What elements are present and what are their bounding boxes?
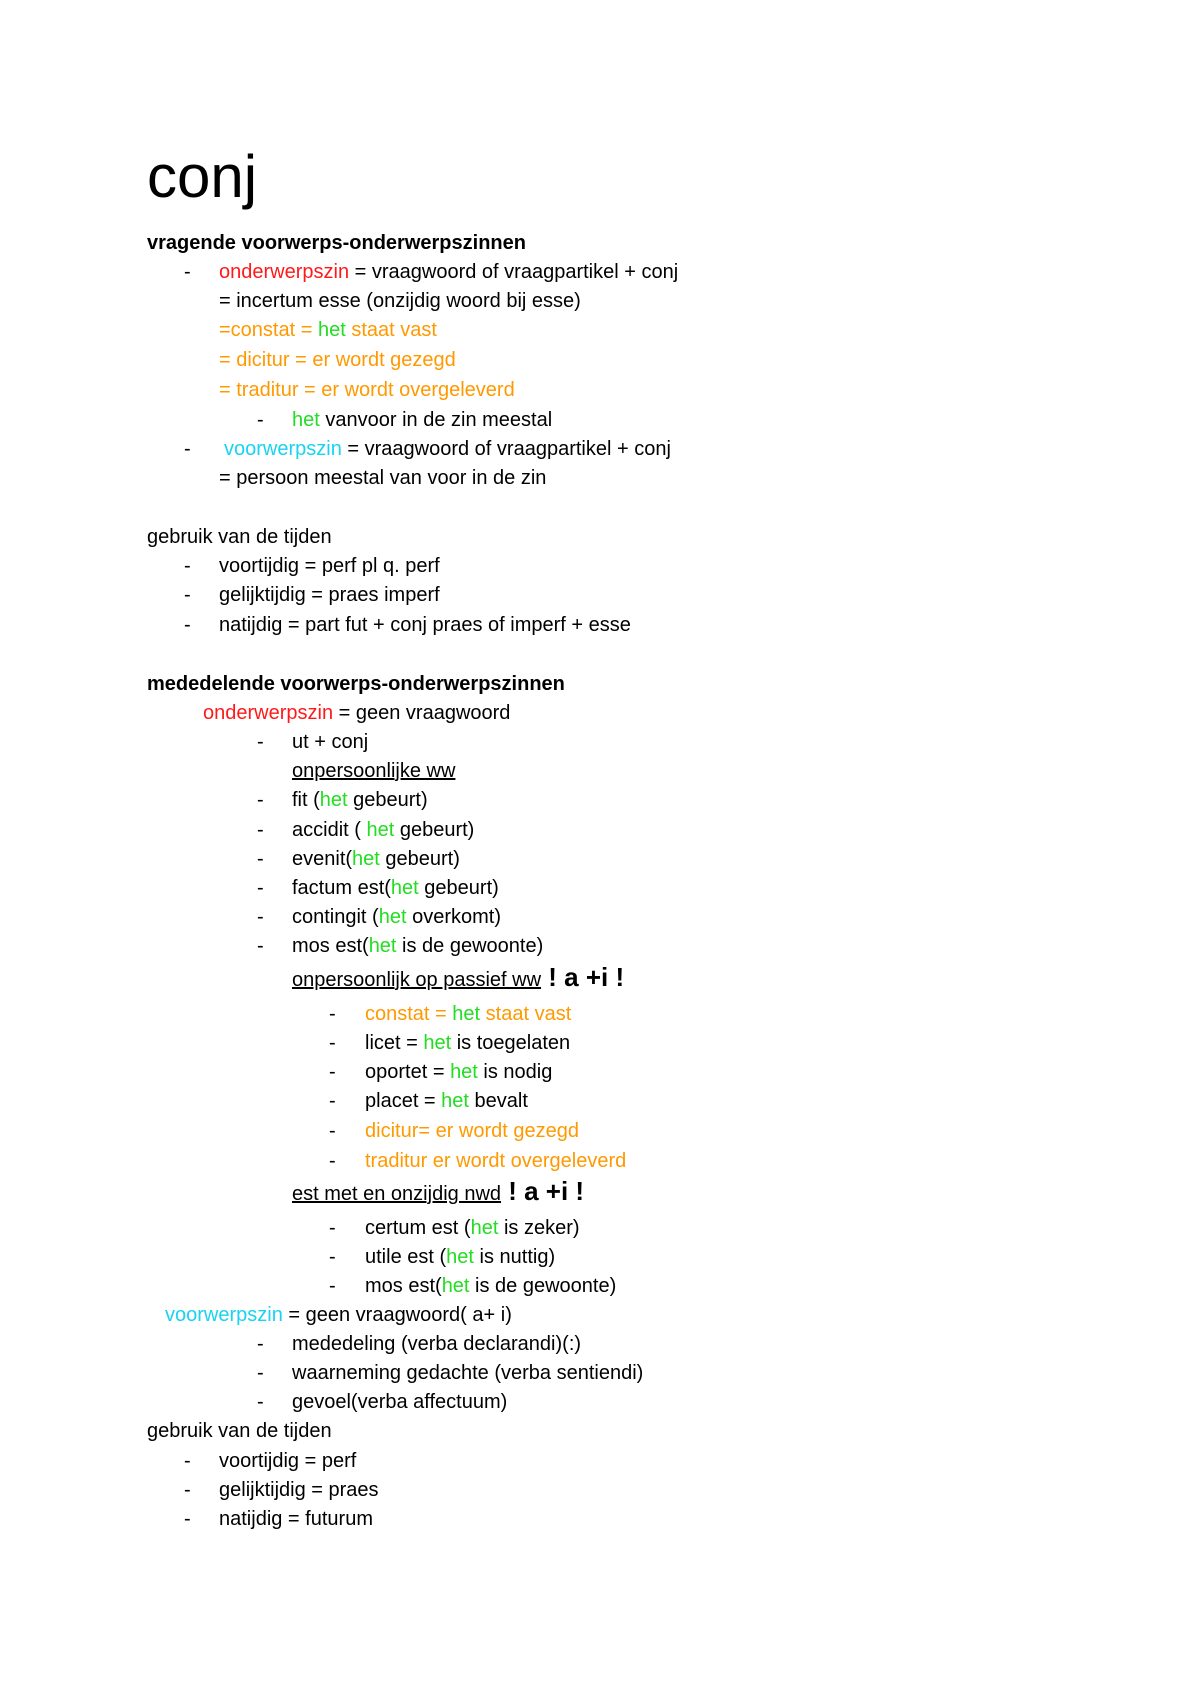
list-item: onderwerpszin = vraagwoord of vraagpartikel + conj xyxy=(219,261,679,283)
bullet-dash: - xyxy=(329,1246,336,1268)
bullet-dash: - xyxy=(257,848,264,870)
list-item: het vanvoor in de zin meestal xyxy=(292,409,553,431)
subheading: onpersoonlijke ww xyxy=(292,760,456,782)
list-item: dicitur= er wordt gezegd xyxy=(365,1120,580,1142)
bullet-dash: - xyxy=(184,261,191,283)
list-item: certum est (het is zeker) xyxy=(365,1217,580,1239)
bullet-dash: - xyxy=(329,1003,336,1025)
bullet-dash: - xyxy=(329,1150,336,1172)
list-item: ut + conj xyxy=(292,731,369,753)
subheading: est met en onzijdig nwd ! a +i ! xyxy=(292,1176,585,1206)
bullet-dash: - xyxy=(184,1479,191,1501)
bullet-dash: - xyxy=(257,789,264,811)
list-item: voorwerpszin = geen vraagwoord( a+ i) xyxy=(165,1304,512,1326)
bullet-dash: - xyxy=(257,935,264,957)
list-item: gelijktijdig = praes xyxy=(219,1479,379,1501)
list-item: voorwerpszin = vraagwoord of vraagpartikel + conj xyxy=(224,438,671,460)
bullet-dash: - xyxy=(257,906,264,928)
list-item: traditur er wordt overgeleverd xyxy=(365,1150,627,1172)
bullet-dash: - xyxy=(184,614,191,636)
list-item: = incertum esse (onzijdig woord bij esse) xyxy=(219,290,581,312)
bullet-dash: - xyxy=(184,438,191,460)
list-item: natijdig = part fut + conj praes of imperf + esse xyxy=(219,614,631,636)
list-item: natijdig = futurum xyxy=(219,1508,373,1530)
bullet-dash: - xyxy=(184,555,191,577)
bullet-dash: - xyxy=(329,1275,336,1297)
list-item: = persoon meestal van voor in de zin xyxy=(219,467,547,489)
bullet-dash: - xyxy=(257,731,264,753)
bullet-dash: - xyxy=(257,819,264,841)
bullet-dash: - xyxy=(257,877,264,899)
list-item: placet = het bevalt xyxy=(365,1090,528,1112)
bullet-dash: - xyxy=(329,1090,336,1112)
list-item: gevoel(verba affectuum) xyxy=(292,1391,508,1413)
list-item: voortijdig = perf xyxy=(219,1450,357,1472)
list-item: accidit ( het gebeurt) xyxy=(292,819,475,841)
bullet-dash: - xyxy=(257,409,264,431)
bullet-dash: - xyxy=(257,1391,264,1413)
list-item: voortijdig = perf pl q. perf xyxy=(219,555,440,577)
list-item: = traditur = er wordt overgeleverd xyxy=(219,379,515,401)
list-item: constat = het staat vast xyxy=(365,1003,572,1025)
list-item: gelijktijdig = praes imperf xyxy=(219,584,440,606)
list-item: oportet = het is nodig xyxy=(365,1061,553,1083)
list-item: factum est(het gebeurt) xyxy=(292,877,499,899)
section-heading-mededelende: mededelende voorwerps-onderwerpszinnen xyxy=(147,673,565,695)
list-item: evenit(het gebeurt) xyxy=(292,848,460,870)
bullet-dash: - xyxy=(329,1032,336,1054)
list-item: =constat = het staat vast xyxy=(219,319,437,341)
list-item: onderwerpszin = geen vraagwoord xyxy=(203,702,511,724)
bullet-dash: - xyxy=(184,1508,191,1530)
bullet-dash: - xyxy=(329,1120,336,1142)
bullet-dash: - xyxy=(184,584,191,606)
section-heading-tijden: gebruik van de tijden xyxy=(147,1420,332,1442)
list-item: contingit (het overkomt) xyxy=(292,906,501,928)
bullet-dash: - xyxy=(184,1450,191,1472)
section-heading-vragende: vragende voorwerps-onderwerpszinnen xyxy=(147,232,526,254)
list-item: = dicitur = er wordt gezegd xyxy=(219,349,456,371)
bullet-dash: - xyxy=(257,1333,264,1355)
list-item: utile est (het is nuttig) xyxy=(365,1246,556,1268)
bullet-dash: - xyxy=(329,1061,336,1083)
subheading: onpersoonlijk op passief ww ! a +i ! xyxy=(292,962,625,992)
list-item: mededeling (verba declarandi)(:) xyxy=(292,1333,582,1355)
list-item: mos est(het is de gewoonte) xyxy=(292,935,544,957)
list-item: licet = het is toegelaten xyxy=(365,1032,571,1054)
list-item: fit (het gebeurt) xyxy=(292,789,428,811)
section-heading-tijden: gebruik van de tijden xyxy=(147,526,332,548)
bullet-dash: - xyxy=(329,1217,336,1239)
page-title: conj xyxy=(147,143,258,210)
bullet-dash: - xyxy=(257,1362,264,1384)
list-item: waarneming gedachte (verba sentiendi) xyxy=(292,1362,644,1384)
list-item: mos est(het is de gewoonte) xyxy=(365,1275,617,1297)
